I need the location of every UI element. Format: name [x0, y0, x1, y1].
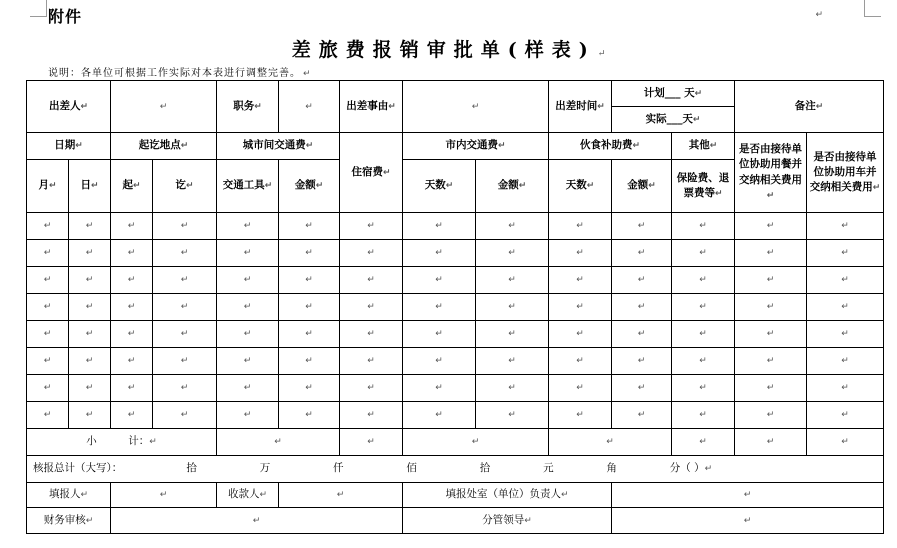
subtotal-other[interactable]: ↵: [672, 429, 735, 456]
local-days-label: 天数↵: [403, 160, 476, 213]
table-cell[interactable]: ↵: [672, 402, 735, 429]
table-cell[interactable]: ↵: [217, 402, 279, 429]
table-cell[interactable]: ↵: [735, 348, 807, 375]
table-cell[interactable]: ↵: [476, 294, 549, 321]
dept-head-input[interactable]: ↵: [612, 483, 884, 508]
table-cell[interactable]: ↵: [27, 348, 69, 375]
table-cell[interactable]: ↵: [279, 348, 340, 375]
table-cell[interactable]: ↵: [27, 375, 69, 402]
table-cell[interactable]: ↵: [549, 348, 612, 375]
table-cell[interactable]: ↵: [735, 321, 807, 348]
paragraph-mark: ↵: [815, 10, 823, 20]
subtotal-local[interactable]: ↵: [403, 429, 549, 456]
table-cell[interactable]: ↵: [807, 240, 884, 267]
table-cell[interactable]: ↵: [27, 240, 69, 267]
table-cell[interactable]: ↵: [217, 348, 279, 375]
table-row: [27, 402, 884, 429]
table-cell[interactable]: ↵: [612, 294, 672, 321]
table-cell[interactable]: ↵: [612, 375, 672, 402]
table-cell[interactable]: ↵: [217, 213, 279, 240]
table-cell[interactable]: ↵: [111, 213, 153, 240]
table-cell[interactable]: ↵: [612, 348, 672, 375]
remarks-label: 备注↵: [735, 81, 884, 133]
table-cell[interactable]: ↵: [340, 375, 403, 402]
subtotal-meal[interactable]: ↵: [549, 429, 672, 456]
table-cell[interactable]: ↵: [217, 375, 279, 402]
other-label: 其他↵: [672, 133, 735, 160]
table-row: [27, 375, 884, 402]
meal-host-label: 是否由接待单位协助用餐并交纳相关费用↵: [735, 133, 807, 213]
table-cell[interactable]: ↵: [612, 402, 672, 429]
table-cell[interactable]: ↵: [69, 213, 111, 240]
table-cell[interactable]: ↵: [807, 402, 884, 429]
dept-head-label: 填报处室（单位）负责人↵: [403, 483, 612, 508]
table-cell[interactable]: ↵: [735, 402, 807, 429]
instruction-note: 说明：各单位可根据工作实际对本表进行调整完善。 ↵: [48, 68, 311, 79]
table-cell[interactable]: ↵: [403, 213, 476, 240]
table-cell[interactable]: ↵: [279, 375, 340, 402]
table-row: [27, 213, 884, 240]
table-cell[interactable]: ↵: [111, 375, 153, 402]
table-cell[interactable]: ↵: [27, 267, 69, 294]
table-cell[interactable]: ↵: [153, 321, 217, 348]
meal-allowance-label: 伙食补助费↵: [549, 133, 672, 160]
table-cell[interactable]: ↵: [27, 321, 69, 348]
table-cell[interactable]: ↵: [672, 321, 735, 348]
table-cell[interactable]: ↵: [612, 321, 672, 348]
table-cell[interactable]: ↵: [807, 348, 884, 375]
finance-label: 财务审核↵: [27, 508, 111, 534]
table-cell[interactable]: ↵: [476, 402, 549, 429]
table-cell[interactable]: ↵: [340, 240, 403, 267]
table-cell[interactable]: ↵: [807, 321, 884, 348]
table-cell[interactable]: ↵: [111, 240, 153, 267]
table-cell[interactable]: ↵: [735, 213, 807, 240]
leader-input[interactable]: ↵: [612, 508, 884, 534]
position-input[interactable]: ↵: [279, 81, 340, 133]
table-cell[interactable]: ↵: [549, 402, 612, 429]
table-cell[interactable]: ↵: [279, 294, 340, 321]
table-cell[interactable]: ↵: [69, 240, 111, 267]
table-cell[interactable]: ↵: [153, 348, 217, 375]
receiver-input[interactable]: ↵: [279, 483, 403, 508]
table-cell[interactable]: ↵: [340, 348, 403, 375]
table-cell[interactable]: ↵: [340, 213, 403, 240]
table-cell[interactable]: ↵: [807, 267, 884, 294]
table-cell[interactable]: ↵: [403, 402, 476, 429]
table-row: [27, 267, 884, 294]
table-row: [27, 321, 884, 348]
receiver-label: 收款人↵: [217, 483, 279, 508]
table-cell[interactable]: ↵: [549, 267, 612, 294]
table-cell[interactable]: ↵: [279, 321, 340, 348]
table-row: [27, 348, 884, 375]
actual-days[interactable]: 实际___天↵: [612, 107, 735, 133]
subtotal-lodging[interactable]: ↵: [340, 429, 403, 456]
position-label: 职务↵: [217, 81, 279, 133]
table-cell[interactable]: ↵: [612, 213, 672, 240]
to-label: 讫↵: [153, 160, 217, 213]
table-cell[interactable]: ↵: [807, 294, 884, 321]
route-label: 起讫地点↵: [111, 133, 217, 160]
table-cell[interactable]: ↵: [340, 294, 403, 321]
table-cell[interactable]: ↵: [403, 375, 476, 402]
insurance-label: 保险费、退票费等↵: [672, 160, 735, 213]
table-cell[interactable]: ↵: [735, 267, 807, 294]
table-cell[interactable]: ↵: [69, 375, 111, 402]
table-cell[interactable]: ↵: [279, 267, 340, 294]
local-transport-label: 市内交通费↵: [403, 133, 549, 160]
traveler-label: 出差人↵: [27, 81, 111, 133]
table-cell[interactable]: ↵: [612, 267, 672, 294]
table-cell[interactable]: ↵: [111, 321, 153, 348]
time-label: 出差时间↵: [549, 81, 612, 133]
table-cell[interactable]: ↵: [672, 294, 735, 321]
grand-total-row[interactable]: 核报总计（大写）： 拾 万 仟 佰 拾 元 角 分（ ）↵: [27, 456, 884, 483]
table-cell[interactable]: ↵: [111, 294, 153, 321]
table-cell[interactable]: ↵: [69, 321, 111, 348]
reason-label: 出差事由↵: [340, 81, 403, 133]
table-cell[interactable]: ↵: [612, 240, 672, 267]
table-cell[interactable]: ↵: [476, 213, 549, 240]
table-cell[interactable]: ↵: [735, 375, 807, 402]
table-cell[interactable]: ↵: [27, 213, 69, 240]
lodging-label: 住宿费↵: [340, 133, 403, 213]
table-cell[interactable]: ↵: [549, 375, 612, 402]
table-cell[interactable]: ↵: [403, 321, 476, 348]
table-row: [27, 294, 884, 321]
table-cell[interactable]: ↵: [549, 213, 612, 240]
table-cell[interactable]: ↵: [153, 213, 217, 240]
table-cell[interactable]: ↵: [27, 402, 69, 429]
table-cell[interactable]: ↵: [403, 240, 476, 267]
table-cell[interactable]: ↵: [111, 348, 153, 375]
reimbursement-form-table: [26, 80, 884, 534]
leader-label: 分管领导↵: [403, 508, 612, 534]
subtotal-vehicle-host[interactable]: ↵: [807, 429, 884, 456]
table-cell[interactable]: ↵: [403, 267, 476, 294]
meal-days-label: 天数↵: [549, 160, 612, 213]
table-cell[interactable]: ↵: [217, 321, 279, 348]
table-cell[interactable]: ↵: [217, 294, 279, 321]
table-cell[interactable]: ↵: [217, 240, 279, 267]
planned-days[interactable]: 计划___ 天↵: [612, 81, 735, 107]
reporter-label: 填报人↵: [27, 483, 111, 508]
table-cell[interactable]: ↵: [69, 348, 111, 375]
table-cell[interactable]: ↵: [27, 294, 69, 321]
month-label: 月↵: [27, 160, 69, 213]
local-amount-label: 金额↵: [476, 160, 549, 213]
table-cell[interactable]: ↵: [807, 213, 884, 240]
table-cell[interactable]: ↵: [549, 321, 612, 348]
table-cell[interactable]: ↵: [672, 240, 735, 267]
table-cell[interactable]: ↵: [807, 375, 884, 402]
subtotal-meal-host[interactable]: ↵: [735, 429, 807, 456]
page-title: 差旅费报销审批单(样表) ↵: [291, 39, 606, 61]
table-cell[interactable]: ↵: [476, 375, 549, 402]
table-cell[interactable]: ↵: [279, 240, 340, 267]
table-cell[interactable]: ↵: [672, 375, 735, 402]
subtotal-label: 小 计：↵: [27, 429, 217, 456]
table-cell[interactable]: ↵: [153, 375, 217, 402]
table-cell[interactable]: ↵: [672, 267, 735, 294]
table-cell[interactable]: ↵: [217, 267, 279, 294]
finance-input[interactable]: ↵: [111, 508, 403, 534]
day-label: 日↵: [69, 160, 111, 213]
table-cell[interactable]: ↵: [549, 294, 612, 321]
table-cell[interactable]: ↵: [476, 321, 549, 348]
table-cell[interactable]: ↵: [153, 294, 217, 321]
table-cell[interactable]: ↵: [153, 240, 217, 267]
table-cell[interactable]: ↵: [153, 402, 217, 429]
table-cell[interactable]: ↵: [111, 267, 153, 294]
traveler-input[interactable]: ↵: [111, 81, 217, 133]
from-label: 起↵: [111, 160, 153, 213]
table-cell[interactable]: ↵: [69, 402, 111, 429]
reporter-input[interactable]: ↵: [111, 483, 217, 508]
table-cell[interactable]: ↵: [279, 213, 340, 240]
reason-input[interactable]: ↵: [403, 81, 549, 133]
table-cell[interactable]: ↵: [403, 348, 476, 375]
table-cell[interactable]: ↵: [340, 402, 403, 429]
table-cell[interactable]: ↵: [403, 294, 476, 321]
table-cell[interactable]: ↵: [672, 213, 735, 240]
table-cell[interactable]: ↵: [735, 240, 807, 267]
intercity-transport-label: 城市间交通费↵: [217, 133, 340, 160]
table-cell[interactable]: ↵: [279, 402, 340, 429]
vehicle-host-label: 是否由接待单位协助用车并交纳相关费用↵: [807, 133, 884, 213]
table-cell[interactable]: ↵: [549, 240, 612, 267]
table-cell[interactable]: ↵: [69, 267, 111, 294]
table-cell[interactable]: ↵: [672, 348, 735, 375]
table-cell[interactable]: ↵: [340, 267, 403, 294]
table-cell[interactable]: ↵: [476, 348, 549, 375]
date-label: 日期↵: [27, 133, 111, 160]
table-cell[interactable]: ↵: [476, 240, 549, 267]
table-cell[interactable]: ↵: [69, 294, 111, 321]
meal-amount-label: 金额↵: [612, 160, 672, 213]
margin-corner-left: [30, 0, 47, 17]
table-cell[interactable]: ↵: [111, 402, 153, 429]
table-row: [27, 240, 884, 267]
table-cell[interactable]: ↵: [153, 267, 217, 294]
attachment-label: 附件: [48, 7, 83, 26]
intercity-amount-label: 金额↵: [279, 160, 340, 213]
table-cell[interactable]: ↵: [340, 321, 403, 348]
table-cell[interactable]: ↵: [735, 294, 807, 321]
subtotal-intercity[interactable]: ↵: [217, 429, 340, 456]
margin-corner-right: [864, 0, 881, 17]
vehicle-label: 交通工具↵: [217, 160, 279, 213]
table-cell[interactable]: ↵: [476, 267, 549, 294]
